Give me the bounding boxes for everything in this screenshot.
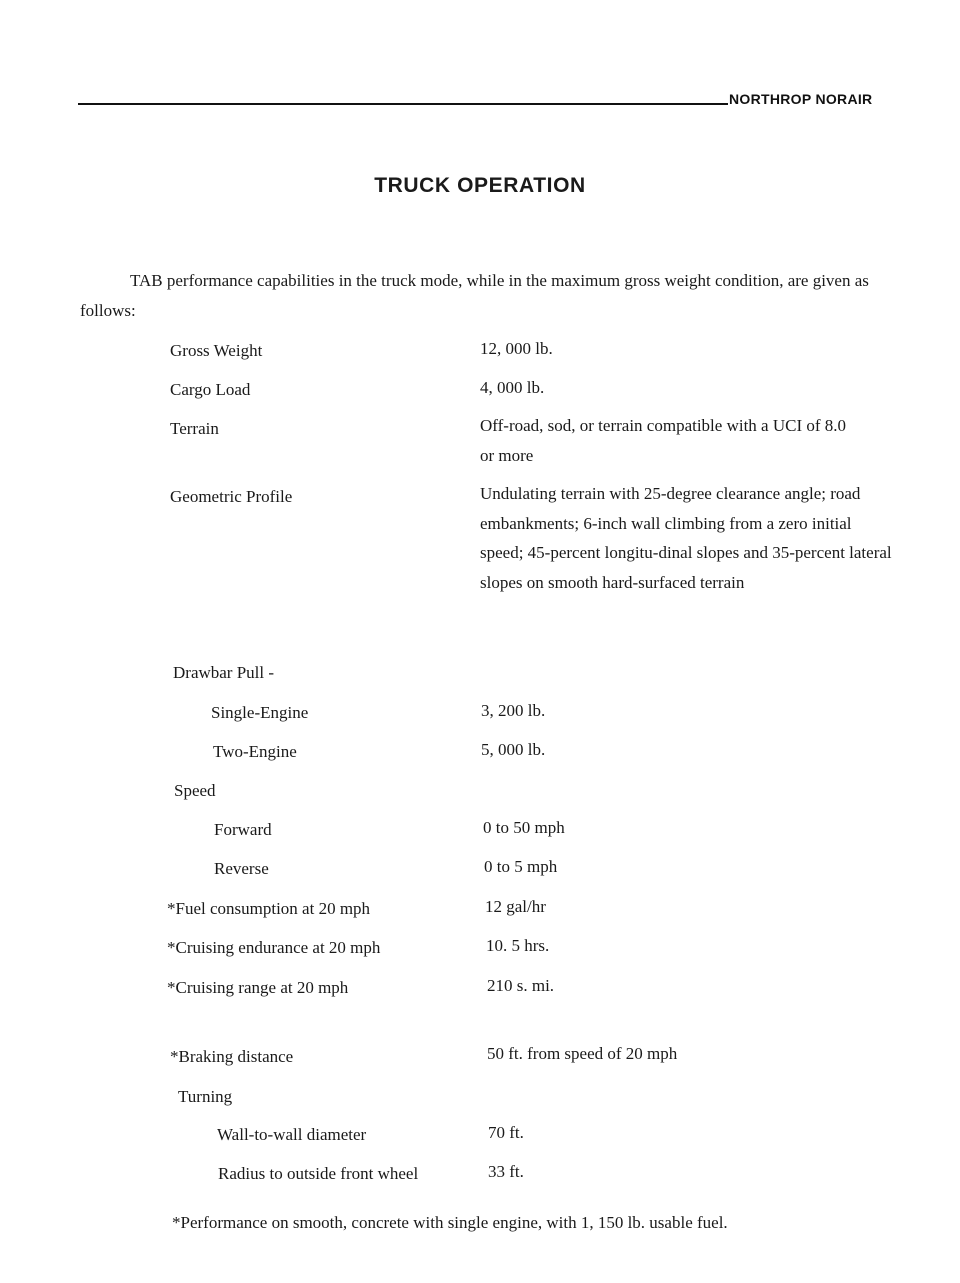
header-rule	[78, 103, 728, 105]
spec-label-radius-outside: Radius to outside front wheel	[218, 1164, 419, 1183]
page-title: TRUCK OPERATION	[374, 174, 586, 197]
spec-value-braking-distance: 50 ft. from speed of 20 mph	[487, 1044, 678, 1063]
spec-label-geometric-profile: Geometric Profile	[170, 487, 293, 506]
spec-value-radius-outside: 33 ft.	[488, 1162, 524, 1181]
header-brand: NORTHROP NORAIR	[729, 91, 873, 107]
spec-value-gross-weight: 12, 000 lb.	[480, 339, 553, 358]
intro-paragraph: TAB performance capabilities in the truck mode, while in the maximum gross weight condition, are given as follows:	[80, 271, 869, 320]
spec-label-forward: Forward	[214, 820, 272, 839]
spec-value-fuel-consumption: 12 gal/hr	[485, 897, 546, 916]
spec-label-turning: Turning	[178, 1087, 233, 1106]
spec-label-cargo-load: Cargo Load	[170, 380, 251, 399]
spec-value-cargo-load: 4, 000 lb.	[480, 378, 545, 397]
spec-value-single-engine: 3, 200 lb.	[481, 701, 546, 720]
footnote: *Performance on smooth, concrete with single engine, with 1, 150 lb. usable fuel.	[172, 1213, 728, 1232]
spec-label-wall-to-wall: Wall-to-wall diameter	[217, 1125, 367, 1144]
spec-label-two-engine: Two-Engine	[213, 742, 297, 761]
spec-value-wall-to-wall: 70 ft.	[488, 1123, 524, 1142]
spec-label-reverse: Reverse	[214, 859, 269, 878]
spec-value-geometric-profile: Undulating terrain with 25-degree clearance angle; road embankments; 6-inch wall climbing from a zero initial speed; 45-percent longitu-dinal slopes and 35-percent lateral slopes on smooth hard-surfaced terrain	[480, 484, 892, 592]
spec-value-terrain: Off-road, sod, or terrain compatible with a UCI of 8.0 or more	[480, 416, 847, 465]
spec-label-gross-weight: Gross Weight	[170, 341, 263, 360]
spec-label-single-engine: Single-Engine	[211, 703, 309, 722]
spec-label-cruising-range: *Cruising range at 20 mph	[167, 978, 349, 997]
spec-value-forward: 0 to 50 mph	[483, 818, 565, 837]
spec-label-cruising-endurance: *Cruising endurance at 20 mph	[167, 938, 381, 957]
spec-label-speed: Speed	[174, 781, 216, 800]
spec-label-terrain: Terrain	[170, 419, 219, 438]
spec-value-cruising-endurance: 10. 5 hrs.	[486, 936, 550, 955]
spec-value-reverse: 0 to 5 mph	[484, 857, 558, 876]
spec-label-drawbar-pull: Drawbar Pull -	[173, 663, 275, 682]
spec-value-cruising-range: 210 s. mi.	[487, 976, 555, 995]
spec-label-braking-distance: *Braking distance	[170, 1047, 294, 1066]
spec-label-fuel-consumption: *Fuel consumption at 20 mph	[167, 899, 371, 918]
spec-value-two-engine: 5, 000 lb.	[481, 740, 546, 759]
